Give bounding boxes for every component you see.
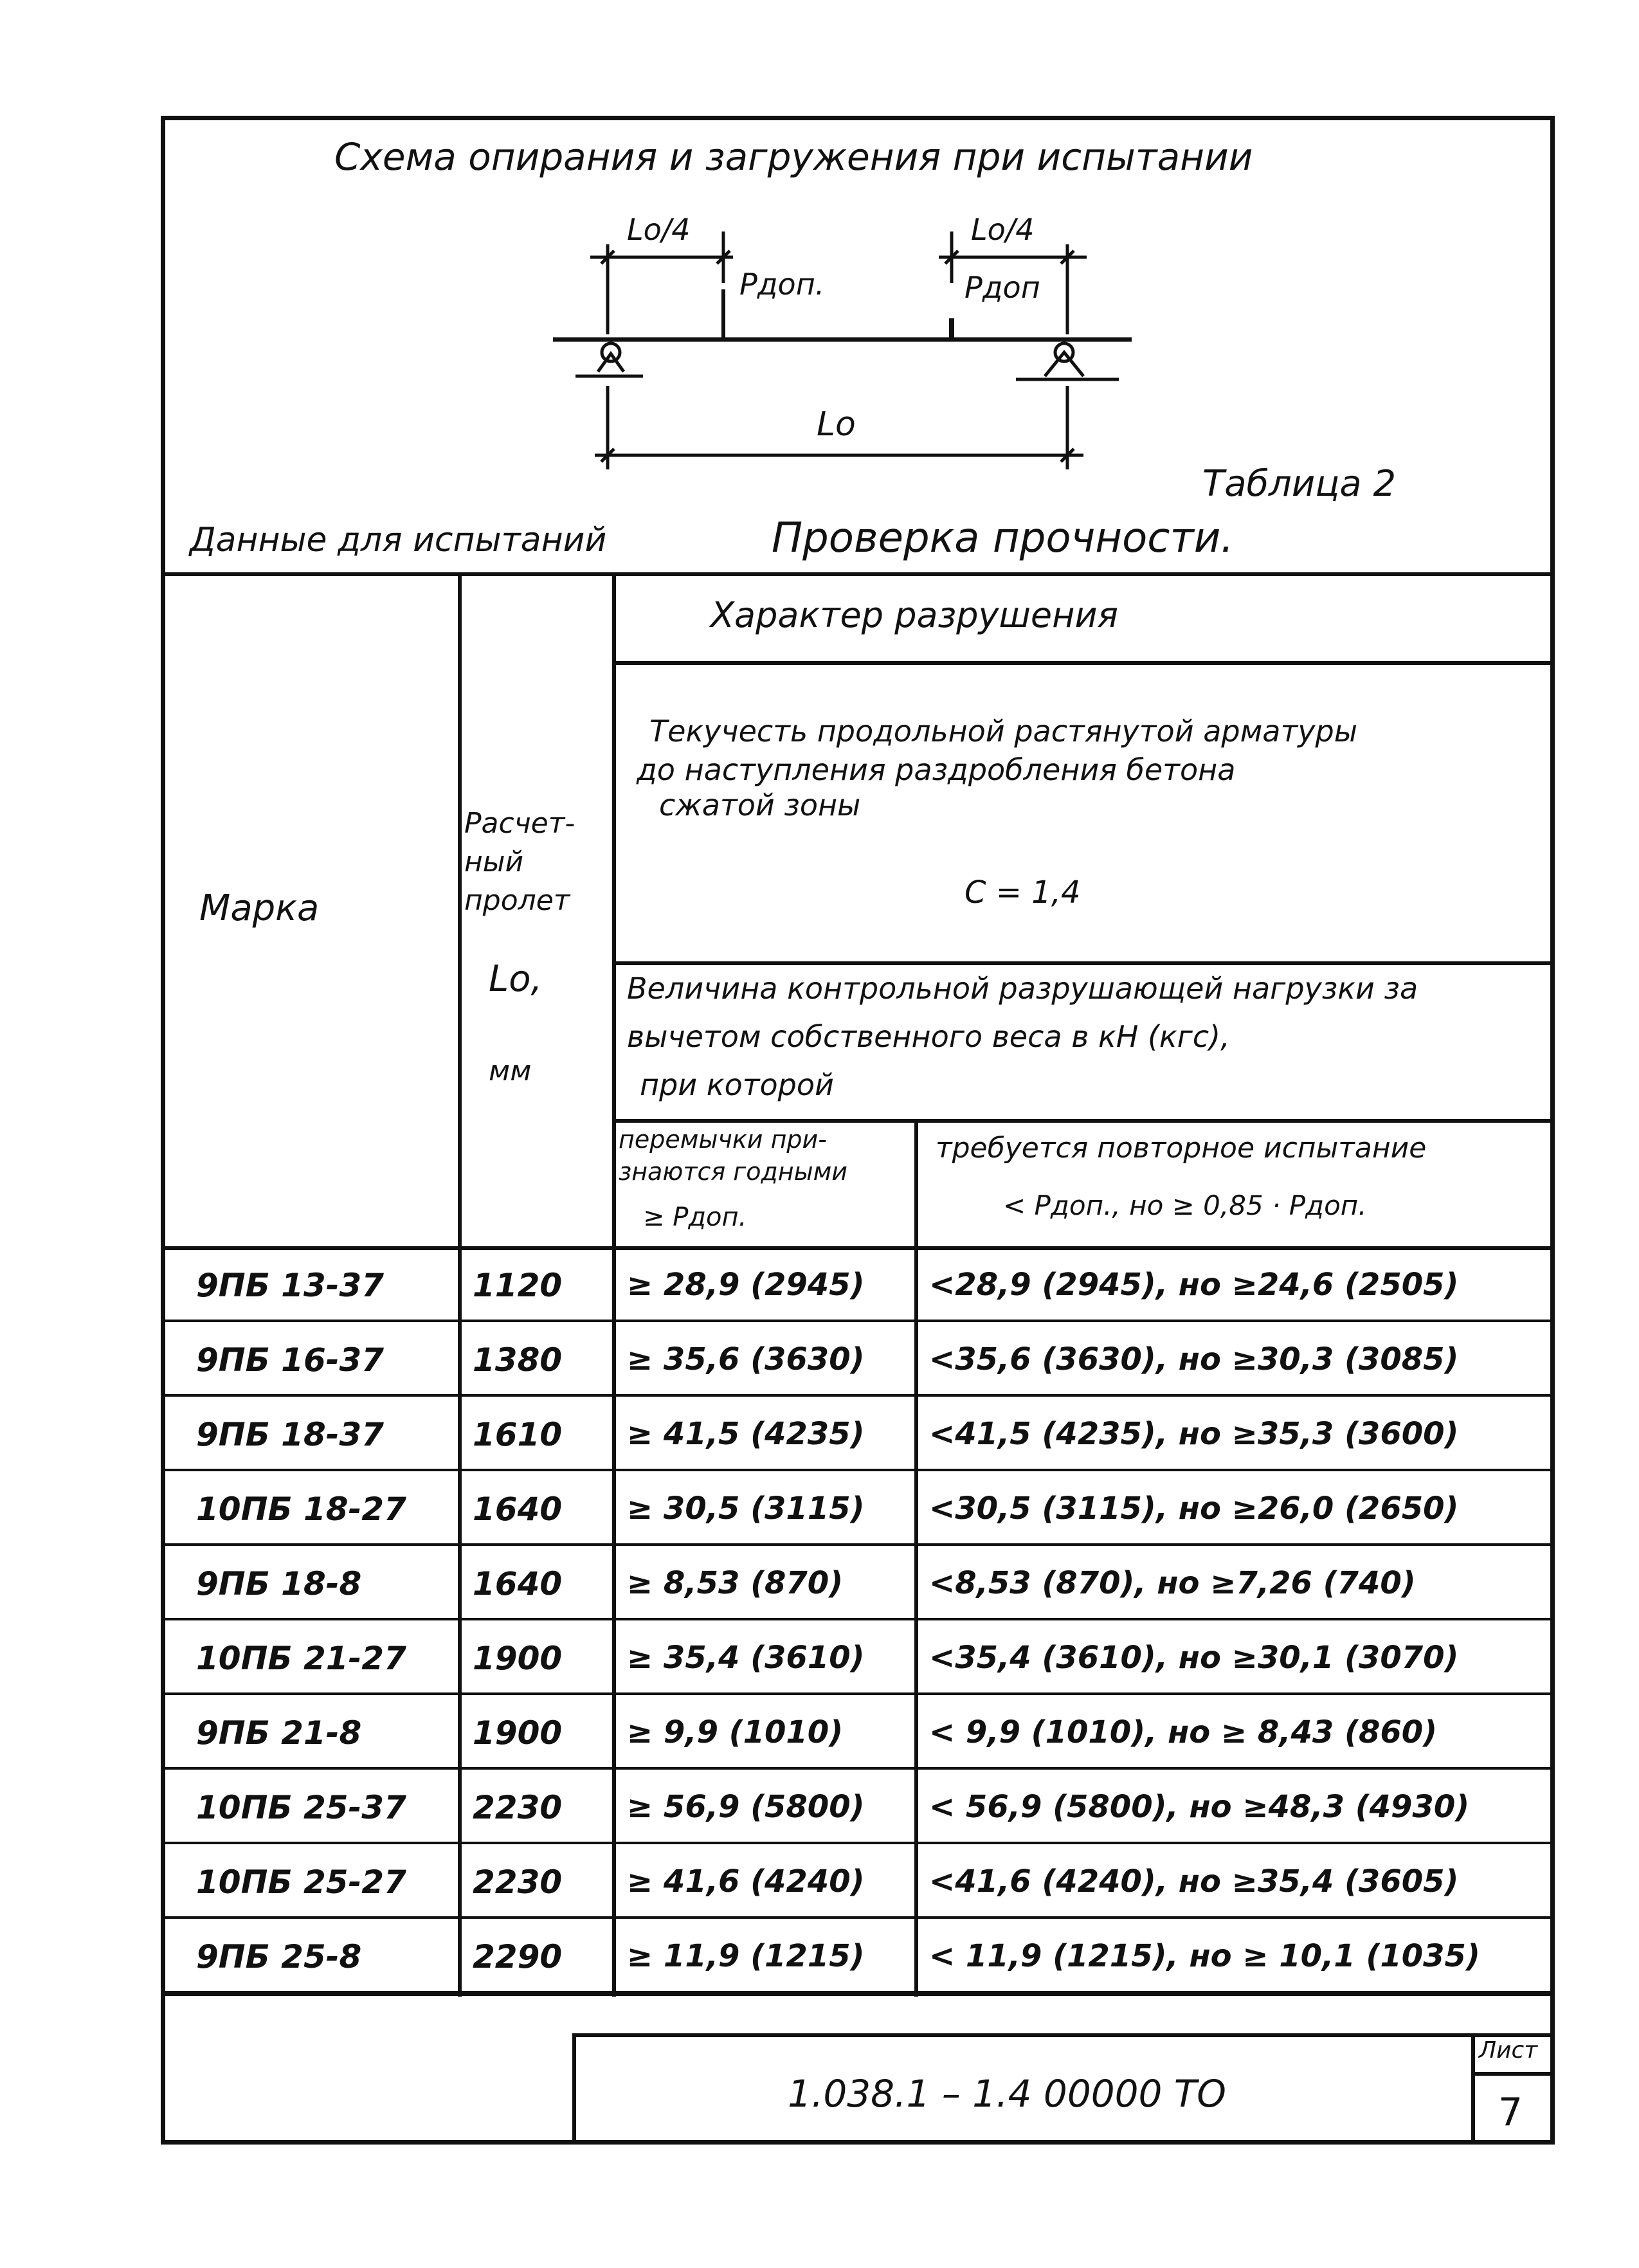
header-span-1: Расчет- xyxy=(464,807,575,840)
center-caption: Проверка прочности. xyxy=(772,514,1234,562)
rule-load-desc xyxy=(612,1119,1555,1123)
row-span: 1640 xyxy=(473,1491,563,1528)
row-fit: ≥ 41,5 (4235) xyxy=(627,1416,865,1452)
row-span: 1900 xyxy=(473,1714,563,1752)
row-retest: <41,5 (4235), но ≥35,3 (3600) xyxy=(929,1416,1459,1452)
col-divider-3 xyxy=(914,1122,918,1997)
row-fit: ≥ 28,9 (2945) xyxy=(627,1267,865,1303)
row-retest: <30,5 (3115), но ≥26,0 (2650) xyxy=(929,1491,1459,1527)
row-span: 2230 xyxy=(473,1789,563,1826)
row-mark: 9ПБ 18-37 xyxy=(196,1416,385,1453)
row-mark: 9ПБ 25-8 xyxy=(196,1938,362,1975)
row-retest: <28,9 (2945), но ≥24,6 (2505) xyxy=(929,1267,1459,1303)
row-mark: 10ПБ 21-27 xyxy=(196,1640,406,1677)
row-fit: ≥ 30,5 (3115) xyxy=(627,1491,865,1527)
scheme-title: Схема опирания и загружения при испытании xyxy=(334,135,1253,179)
stamp-sheet-divider xyxy=(1471,2072,1555,2076)
row-span: 1380 xyxy=(473,1341,563,1379)
col-retest-2: < Pдоп., но ≥ 0,85 · Pдоп. xyxy=(1003,1190,1367,1221)
header-span-unit: мм xyxy=(489,1055,532,1087)
load-left-label: Pдоп. xyxy=(739,267,825,302)
row-retest: <35,4 (3610), но ≥30,1 (3070) xyxy=(929,1640,1459,1676)
failure-desc-3: сжатой зоны xyxy=(659,788,861,822)
load-desc-1: Величина контрольной разрушающей нагрузки за xyxy=(627,971,1418,1006)
row-fit: ≥ 8,53 (870) xyxy=(627,1565,844,1601)
failure-desc-1: Текучесть продольной растянутой арматуры xyxy=(649,714,1358,748)
stamp-left-rule xyxy=(572,2033,576,2145)
stamp-sheet-number: 7 xyxy=(1498,2090,1523,2135)
rule-coef xyxy=(612,961,1555,965)
row-span: 1120 xyxy=(473,1267,563,1304)
row-span: 1900 xyxy=(473,1640,563,1677)
col-divider-2 xyxy=(612,572,616,1997)
row-mark: 9ПБ 21-8 xyxy=(196,1714,362,1752)
header-span-2: ный xyxy=(464,846,524,878)
row-mark: 9ПБ 16-37 xyxy=(196,1341,385,1379)
row-retest: < 56,9 (5800), но ≥48,3 (4930) xyxy=(929,1789,1470,1825)
row-fit: ≥ 41,6 (4240) xyxy=(627,1864,865,1900)
col-retest-1: требуется повторное испытание xyxy=(936,1132,1427,1165)
table-top-rule xyxy=(161,572,1555,576)
row-rule xyxy=(161,1767,1555,1770)
rule-table-bottom xyxy=(161,1992,1555,1996)
row-retest: < 9,9 (1010), но ≥ 8,43 (860) xyxy=(929,1714,1438,1750)
col-fit-3: ≥ Pдоп. xyxy=(643,1202,747,1232)
row-rule xyxy=(161,1543,1555,1546)
row-rule xyxy=(161,1916,1555,1919)
row-mark: 10ПБ 25-27 xyxy=(196,1864,406,1901)
row-fit: ≥ 9,9 (1010) xyxy=(627,1714,844,1750)
row-retest: < 11,9 (1215), но ≥ 10,1 (1035) xyxy=(929,1938,1480,1974)
load-desc-3: при которой xyxy=(640,1067,834,1102)
row-rule xyxy=(161,1394,1555,1397)
row-mark: 9ПБ 18-8 xyxy=(196,1565,362,1602)
load-desc-2: вычетом собственного веса в кН (кгс), xyxy=(627,1019,1230,1054)
row-rule xyxy=(161,1692,1555,1695)
row-rule xyxy=(161,1469,1555,1471)
row-span: 2290 xyxy=(473,1938,563,1975)
row-mark: 9ПБ 13-37 xyxy=(196,1267,385,1304)
col-fit-1: перемычки при- xyxy=(619,1125,827,1154)
table-number: Таблица 2 xyxy=(1202,463,1397,505)
row-fit: ≥ 56,9 (5800) xyxy=(627,1789,865,1825)
row-retest: <35,6 (3630), но ≥30,3 (3085) xyxy=(929,1341,1459,1377)
stamp-sheet-rule xyxy=(1471,2033,1475,2145)
left-caption: Данные для испытаний xyxy=(190,521,607,559)
row-rule xyxy=(161,1320,1555,1322)
row-retest: <8,53 (870), но ≥7,26 (740) xyxy=(929,1565,1416,1601)
row-fit: ≥ 35,4 (3610) xyxy=(627,1640,865,1676)
row-span: 1610 xyxy=(473,1416,563,1453)
header-failure-title: Характер разрушения xyxy=(711,595,1119,635)
rule-header-bottom xyxy=(161,1246,1555,1250)
dim-right-label: Lo/4 xyxy=(971,212,1035,247)
dim-left-label: Lo/4 xyxy=(627,212,691,247)
col-fit-2: знаются годными xyxy=(619,1157,847,1186)
header-span-symbol: Lo, xyxy=(489,958,543,1000)
stamp-code: 1.038.1 – 1.4 00000 ТО xyxy=(788,2072,1226,2116)
row-fit: ≥ 11,9 (1215) xyxy=(627,1938,865,1974)
rule-failure-title xyxy=(612,661,1555,665)
row-span: 1640 xyxy=(473,1565,563,1602)
stamp-sheet-label: Лист xyxy=(1479,2037,1538,2064)
stamp-top-rule xyxy=(572,2033,1555,2037)
row-mark: 10ПБ 18-27 xyxy=(196,1491,406,1528)
load-right-label: Pдоп xyxy=(964,270,1040,305)
row-rule xyxy=(161,1842,1555,1844)
row-retest: <41,6 (4240), но ≥35,4 (3605) xyxy=(929,1864,1459,1900)
row-fit: ≥ 35,6 (3630) xyxy=(627,1341,865,1377)
row-mark: 10ПБ 25-37 xyxy=(196,1789,406,1826)
row-rule xyxy=(161,1618,1555,1620)
row-span: 2230 xyxy=(473,1864,563,1901)
col-divider-1 xyxy=(458,572,462,1997)
coef-value: C = 1,4 xyxy=(964,875,1081,911)
header-span-3: пролет xyxy=(464,884,570,917)
span-label: Lo xyxy=(817,405,856,444)
header-marka: Марка xyxy=(199,887,320,929)
failure-desc-2: до наступления раздробления бетона xyxy=(637,752,1236,787)
